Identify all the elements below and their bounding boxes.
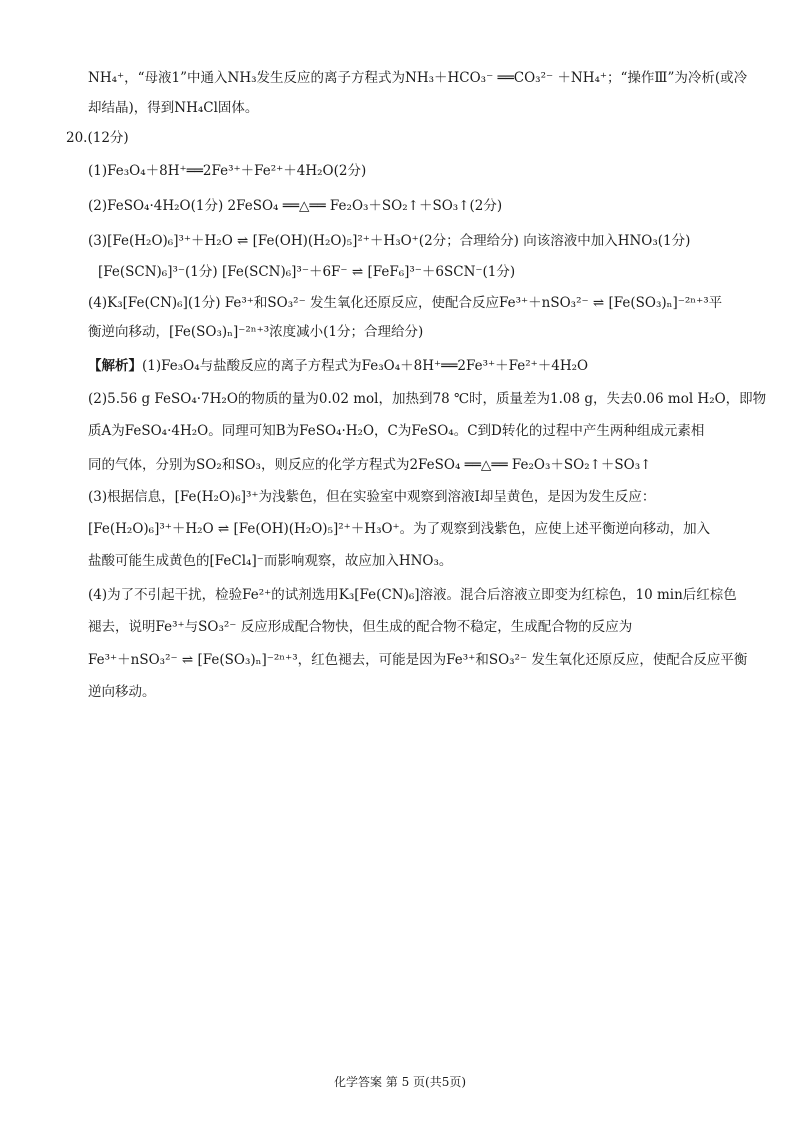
analysis-line-1 — [88, 356, 588, 376]
analysis-label: 【解析】 — [88, 358, 142, 374]
prev-answer-line-1: NH₄⁺，“母液1”中通入NH₃发生反应的离子方程式为NH₃＋HCO₃⁻ ══CO₃²⁻ ＋NH₄⁺；“操作Ⅲ”为冷析(或冷 — [88, 70, 748, 86]
page-footer: 化学答案 第 5 页(共5页) — [333, 1075, 467, 1089]
answer-3-line-2: [Fe(SCN)₆]³⁻(1分) [Fe(SCN)₆]³⁻＋6F⁻ ⇌ [FeF₆]³⁻＋6SCN⁻(1分) — [98, 264, 516, 280]
analysis-3-line-3: 盐酸可能生成黄色的[FeCl₄]⁻而影响观察，故应加入HNO₃。 — [88, 553, 453, 569]
analysis-3-line-1: (3)根据信息，[Fe(H₂O)₆]³⁺为浅紫色，但在实验室中观察到溶液Ⅰ却呈黄色，是因为发生反应： — [88, 489, 656, 505]
question-20-header: 20.(12分) — [66, 130, 129, 146]
analysis-3-line-2: [Fe(H₂O)₆]³⁺＋H₂O ⇌ [Fe(OH)(H₂O)₅]²⁺＋H₃O⁺。为了观察到浅紫色，应使上述平衡逆向移动，加入 — [88, 521, 711, 537]
analysis-2-line-3: 同的气体，分别为SO₂和SO₃，则反应的化学方程式为2FeSO₄ ══△══ Fe₂O₃＋SO₂↑＋SO₃↑ — [88, 457, 652, 473]
analysis-part-1: (1)Fe₃O₄与盐酸反应的离子方程式为Fe₃O₄＋8H⁺══2Fe³⁺＋Fe²⁺＋4H₂O — [142, 358, 589, 374]
prev-answer-line-2: 却结晶)，得到NH₄Cl固体。 — [88, 100, 259, 116]
analysis-2-line-2: 质A为FeSO₄·4H₂O。同理可知B为FeSO₄·H₂O，C为FeSO₄。C到D转化的过程中产生两种组成元素相 — [88, 423, 705, 439]
answer-3-line-1: (3)[Fe(H₂O)₆]³⁺＋H₂O ⇌ [Fe(OH)(H₂O)₅]²⁺＋H₃O⁺(2分；合理给分) 向该溶液中加入HNO₃(1分) — [88, 233, 691, 249]
answer-1: (1)Fe₃O₄＋8H⁺══2Fe³⁺＋Fe²⁺＋4H₂O(2分) — [88, 163, 367, 179]
answer-4-line-1: (4)K₃[Fe(CN)₆](1分) Fe³⁺和SO₃²⁻ 发生氧化还原反应，使配合反应Fe³⁺＋nSO₃²⁻ ⇌ [Fe(SO₃)ₙ]⁻²ⁿ⁺³平 — [88, 295, 723, 311]
analysis-4-line-4: 逆向移动。 — [88, 684, 156, 700]
analysis-2-line-1: (2)5.56 g FeSO₄·7H₂O的物质的量为0.02 mol，加热到78 ℃时，质量差为1.08 g，失去0.06 mol H₂O，即物 — [88, 391, 767, 407]
analysis-4-line-3: Fe³⁺＋nSO₃²⁻ ⇌ [Fe(SO₃)ₙ]⁻²ⁿ⁺³，红色褪去，可能是因为Fe³⁺和SO₃²⁻ 发生氧化还原反应，使配合反应平衡 — [88, 652, 748, 668]
answer-2: (2)FeSO₄·4H₂O(1分) 2FeSO₄ ══△══ Fe₂O₃＋SO₂↑＋SO₃↑(2分) — [88, 198, 503, 214]
analysis-4-line-1: (4)为了不引起干扰，检验Fe²⁺的试剂选用K₃[Fe(CN)₆]溶液。混合后溶液立即变为红棕色，10 min后红棕色 — [88, 587, 737, 603]
answer-4-line-2: 衡逆向移动，[Fe(SO₃)ₙ]⁻²ⁿ⁺³浓度减小(1分；合理给分) — [88, 324, 424, 340]
analysis-4-line-2: 褪去，说明Fe³⁺与SO₃²⁻ 反应形成配合物快，但生成的配合物不稳定，生成配合物的反应为 — [88, 619, 633, 635]
